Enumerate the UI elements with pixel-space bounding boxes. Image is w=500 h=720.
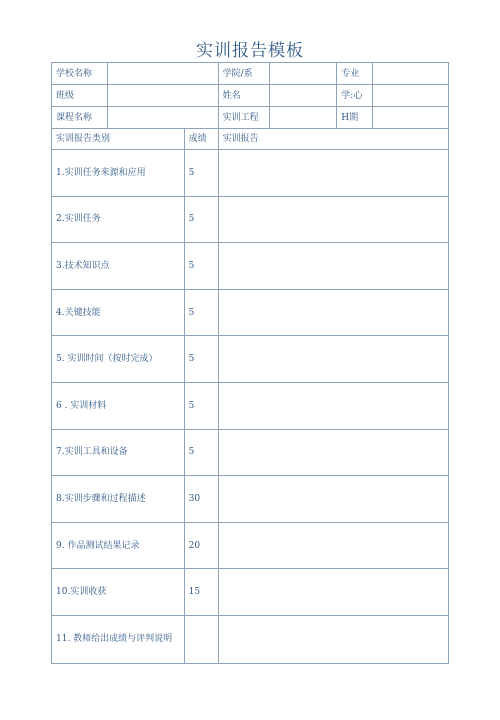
label-college: 学院/系 [219, 63, 271, 84]
table-row [52, 150, 449, 197]
row-score: 5 [185, 336, 219, 382]
row-report-field[interactable] [219, 150, 449, 196]
row-score: 5 [185, 430, 219, 476]
row-report-field[interactable] [219, 197, 449, 243]
row-score: 20 [185, 523, 219, 569]
document-title: 实训报告模板 [196, 41, 304, 61]
table-row [52, 290, 449, 337]
table-row [52, 616, 449, 664]
column-header-report: 实训报告 [219, 129, 449, 149]
table-row [52, 430, 449, 477]
row-score: 5 [185, 243, 219, 289]
label-name: 姓名 [219, 85, 271, 106]
table-row [52, 243, 449, 290]
info-row-school [52, 63, 449, 85]
name-field[interactable] [270, 85, 337, 106]
row-category: 7.实训工具和设备 [52, 430, 185, 476]
row-report-field[interactable] [219, 569, 449, 615]
row-score [185, 616, 219, 663]
label-training-project: 实训工程 [219, 107, 271, 128]
row-report-field[interactable] [219, 430, 449, 476]
row-score: 5 [185, 197, 219, 243]
table-header-row [52, 129, 449, 150]
school-name-field[interactable] [108, 63, 219, 84]
row-category: 1.实训任务来源和应用 [52, 150, 185, 196]
row-category: 10.实训收获 [52, 569, 185, 615]
row-score: 5 [185, 290, 219, 336]
table-row [52, 197, 449, 244]
row-report-field[interactable] [219, 476, 449, 522]
table-row [52, 476, 449, 523]
row-score: 15 [185, 569, 219, 615]
row-category: 4.关键技能 [52, 290, 185, 336]
info-row-course [52, 107, 449, 129]
row-category: 8.实训步骤和过程描述 [52, 476, 185, 522]
class-field[interactable] [108, 85, 219, 106]
row-category: 11. 教师给出成绩与评判说明 [52, 616, 185, 663]
date-field[interactable] [373, 107, 449, 128]
row-category: 5. 实训时间（按时完成） [52, 336, 185, 382]
row-report-field[interactable] [219, 243, 449, 289]
row-report-field[interactable] [219, 383, 449, 429]
major-field[interactable] [373, 63, 449, 84]
table-row [52, 523, 449, 570]
column-header-score: 成绩 [185, 129, 219, 149]
row-category: 6 . 实训材料 [52, 383, 185, 429]
row-score: 30 [185, 476, 219, 522]
course-name-field[interactable] [108, 107, 219, 128]
row-score: 5 [185, 383, 219, 429]
student-id-field[interactable] [373, 85, 449, 106]
table-row [52, 569, 449, 616]
row-report-field[interactable] [219, 616, 449, 663]
row-category: 2.实训任务 [52, 197, 185, 243]
column-header-category: 实训报告类别 [52, 129, 185, 149]
label-class: 班级 [52, 85, 108, 106]
label-major: 专业 [337, 63, 373, 84]
label-date: H期 [337, 107, 373, 128]
college-field[interactable] [270, 63, 337, 84]
row-category: 3.技术知识点 [52, 243, 185, 289]
table-row [52, 383, 449, 430]
label-course-name: 课程名称 [52, 107, 108, 128]
report-form-table [51, 62, 449, 664]
row-report-field[interactable] [219, 336, 449, 382]
training-project-field[interactable] [270, 107, 337, 128]
row-report-field[interactable] [219, 523, 449, 569]
info-row-class [52, 85, 449, 107]
row-category: 9. 作品测试结果记录 [52, 523, 185, 569]
row-score: 5 [185, 150, 219, 196]
table-row [52, 336, 449, 383]
label-school-name: 学校名称 [52, 63, 108, 84]
label-student-id: 学:心 [337, 85, 373, 106]
row-report-field[interactable] [219, 290, 449, 336]
